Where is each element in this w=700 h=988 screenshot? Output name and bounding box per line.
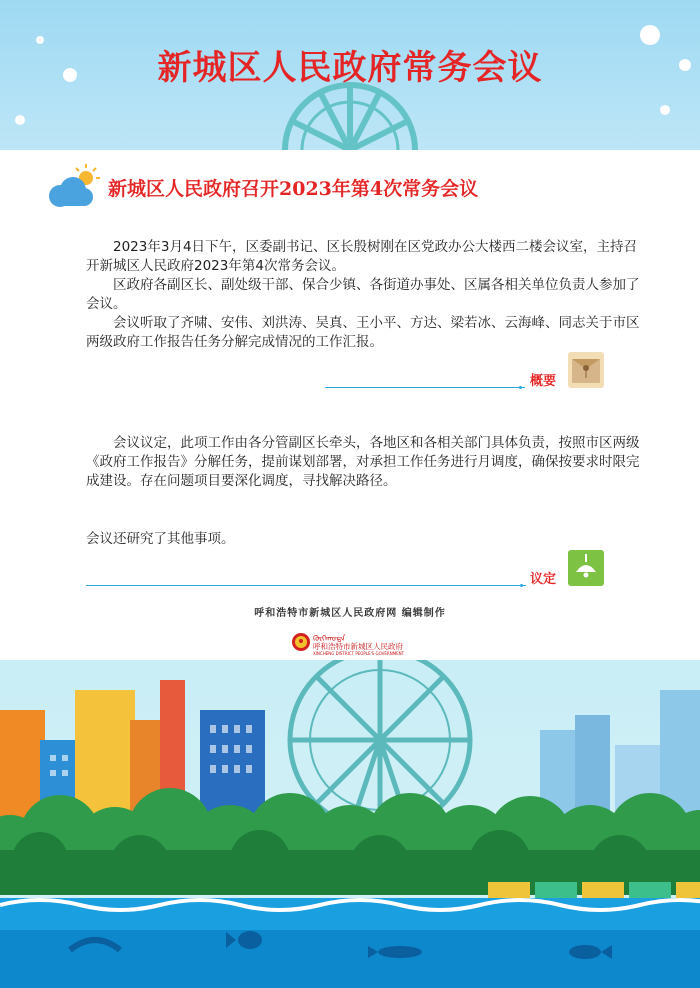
envelope-icon xyxy=(568,352,604,388)
page-title: 新城区人民政府常务会议 xyxy=(157,48,543,88)
paragraph-reports: 会议听取了齐啸、安伟、刘洪涛、吴真、王小平、方达、梁若冰、云海峰、同志关于市区两级政府工作报告任务分解完成情况的工作汇报。 xyxy=(86,315,640,350)
lamp-icon xyxy=(568,550,604,586)
section-label-summary: 概要 xyxy=(530,374,557,389)
boats xyxy=(488,882,700,898)
paragraph-decision: 会议议定，此项工作由各分管副区长牵头，各地区和各相关部门具体负责，按照市区两级《政府工作报告》分解任务，提前谋划部署，对承担工作任务进行月调度，确保按要求时限完成建设。存在问题项目要深化调度，寻找解决路径。 xyxy=(86,435,640,489)
footer-org-mongolian: ᠬᠥᠬᠡᠬᠣᠲᠠ xyxy=(313,634,346,643)
paragraph-meeting-intro: 2023年3月4日下午，区委副书记、区长殷树刚在区党政办公大楼西二楼会议室，主持召开新城区人民政府2023年第4次常务会议。 xyxy=(86,239,638,274)
city-skyline-illustration xyxy=(0,660,700,988)
government-emblem-icon xyxy=(291,631,311,653)
weather-cloud-sun-icon xyxy=(46,162,102,210)
section-divider-summary xyxy=(325,387,525,388)
paragraph-attendees: 区政府各副区长、副处级干部、保合少镇、各街道办事处、区属各相关单位负责人参加了会议。 xyxy=(86,277,640,312)
cloud-dot xyxy=(15,115,25,125)
paragraph-other-matters: 会议还研究了其他事项。 xyxy=(86,531,235,547)
section-label-decision: 议定 xyxy=(530,572,557,587)
footer-org-english: XINCHENG DISTRICT PEOPLE'S GOVERNMENT xyxy=(313,651,405,656)
section-divider-decision xyxy=(86,585,526,586)
footer-org-name: 呼和浩特市新城区人民政府 xyxy=(313,642,403,651)
cloud-dot xyxy=(660,105,670,115)
footer-credit: 呼和浩特市新城区人民政府网 编辑制作 xyxy=(254,608,446,619)
article-title: 新城区人民政府召开2023年第4次常务会议 xyxy=(108,178,479,200)
ferris-wheel-top xyxy=(285,85,415,150)
divider-dot xyxy=(520,584,523,587)
divider-dot xyxy=(519,386,522,389)
